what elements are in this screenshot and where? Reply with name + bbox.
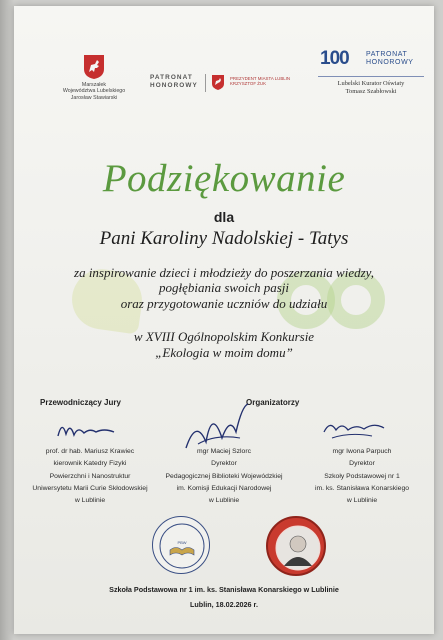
jury-heading: Przewodniczący Jury bbox=[40, 398, 121, 407]
marshal-logo bbox=[34, 54, 154, 101]
reason-line: pogłębiania swoich pasji bbox=[159, 280, 289, 296]
contest-line: w XVIII Ogólnopolskim Konkursie bbox=[133, 329, 315, 344]
organizer1-signature-block: mgr Maciej Szlorc Dyrektor Pedagogicznej Biblioteki Wojewódzkiej im. Komisji Edukacji Narodowej w Lublinie bbox=[165, 448, 283, 505]
book-emblem-icon bbox=[153, 517, 211, 575]
page-edge-shadow bbox=[0, 0, 14, 640]
reason-text bbox=[14, 265, 434, 311]
school-emblem bbox=[266, 516, 326, 576]
divider bbox=[318, 76, 424, 77]
patronat-label: PATRONAT HONOROWY bbox=[150, 74, 198, 89]
certificate-title: Podziękowanie bbox=[102, 157, 346, 200]
contest-name: „Ekologia w moim domu” bbox=[155, 345, 293, 360]
reason-line: oraz przygotowanie uczniów do udziału bbox=[120, 295, 328, 311]
president-caption: PREZYDENT MIASTA LUBLIN KRZYSZTOF ŻUK bbox=[230, 76, 291, 87]
lublin-city-crest-icon bbox=[212, 75, 224, 90]
lublin-deer-crest-icon bbox=[83, 54, 105, 80]
organizer2-signature bbox=[320, 416, 390, 446]
footer-school-name: Szkoła Podstawowa nr 1 im. ks. Stanisława Konarskiego w Lublinie bbox=[109, 585, 339, 594]
marshal-caption-line: Marszałek bbox=[81, 82, 107, 88]
footer-date: Lublin, 18.02.2026 r. bbox=[190, 600, 258, 609]
jury-signature bbox=[54, 416, 124, 444]
contest-text bbox=[14, 329, 434, 361]
kurator-caption: Lubelski Kurator Oświaty Tomasz Szabłowski bbox=[337, 80, 405, 95]
reason-line: za inspirowanie dzieci i młodzieży do poszerzania wiedzy, bbox=[74, 265, 374, 280]
patronat-president-logo bbox=[150, 72, 310, 96]
for-word: dla bbox=[213, 209, 235, 225]
certificate-page bbox=[14, 6, 434, 634]
organizer2-signature-block: mgr Iwona Parpuch Dyrektor Szkoły Podstawowej nr 1 im. ks. Stanisława Konarskiego w Lublinie bbox=[314, 448, 410, 505]
svg-text:PBW: PBW bbox=[177, 540, 187, 545]
divider bbox=[205, 74, 206, 92]
hundred-patronat-label: PATRONAT HONOROWY bbox=[366, 51, 414, 67]
recipient-name: Pani Karoliny Nadolskiej - Tatys bbox=[99, 228, 349, 249]
marshal-caption-line: Województwa Lubelskiego bbox=[62, 88, 126, 95]
jury-signature-block: prof. dr hab. Mariusz Krawiec kierownik Katedry Fizyki Powierzchni i Nanostruktur Uniwersytetu Marii Curie Skłodowskiej w Lublinie bbox=[32, 448, 148, 505]
marshal-caption-line: Jarosław Stawiarski bbox=[70, 94, 118, 101]
library-emblem bbox=[152, 516, 210, 574]
organizers-heading: Organizatorzy bbox=[246, 398, 300, 407]
hundred-emblem: 100 bbox=[320, 48, 349, 69]
school-patron-portrait-icon bbox=[268, 518, 326, 576]
